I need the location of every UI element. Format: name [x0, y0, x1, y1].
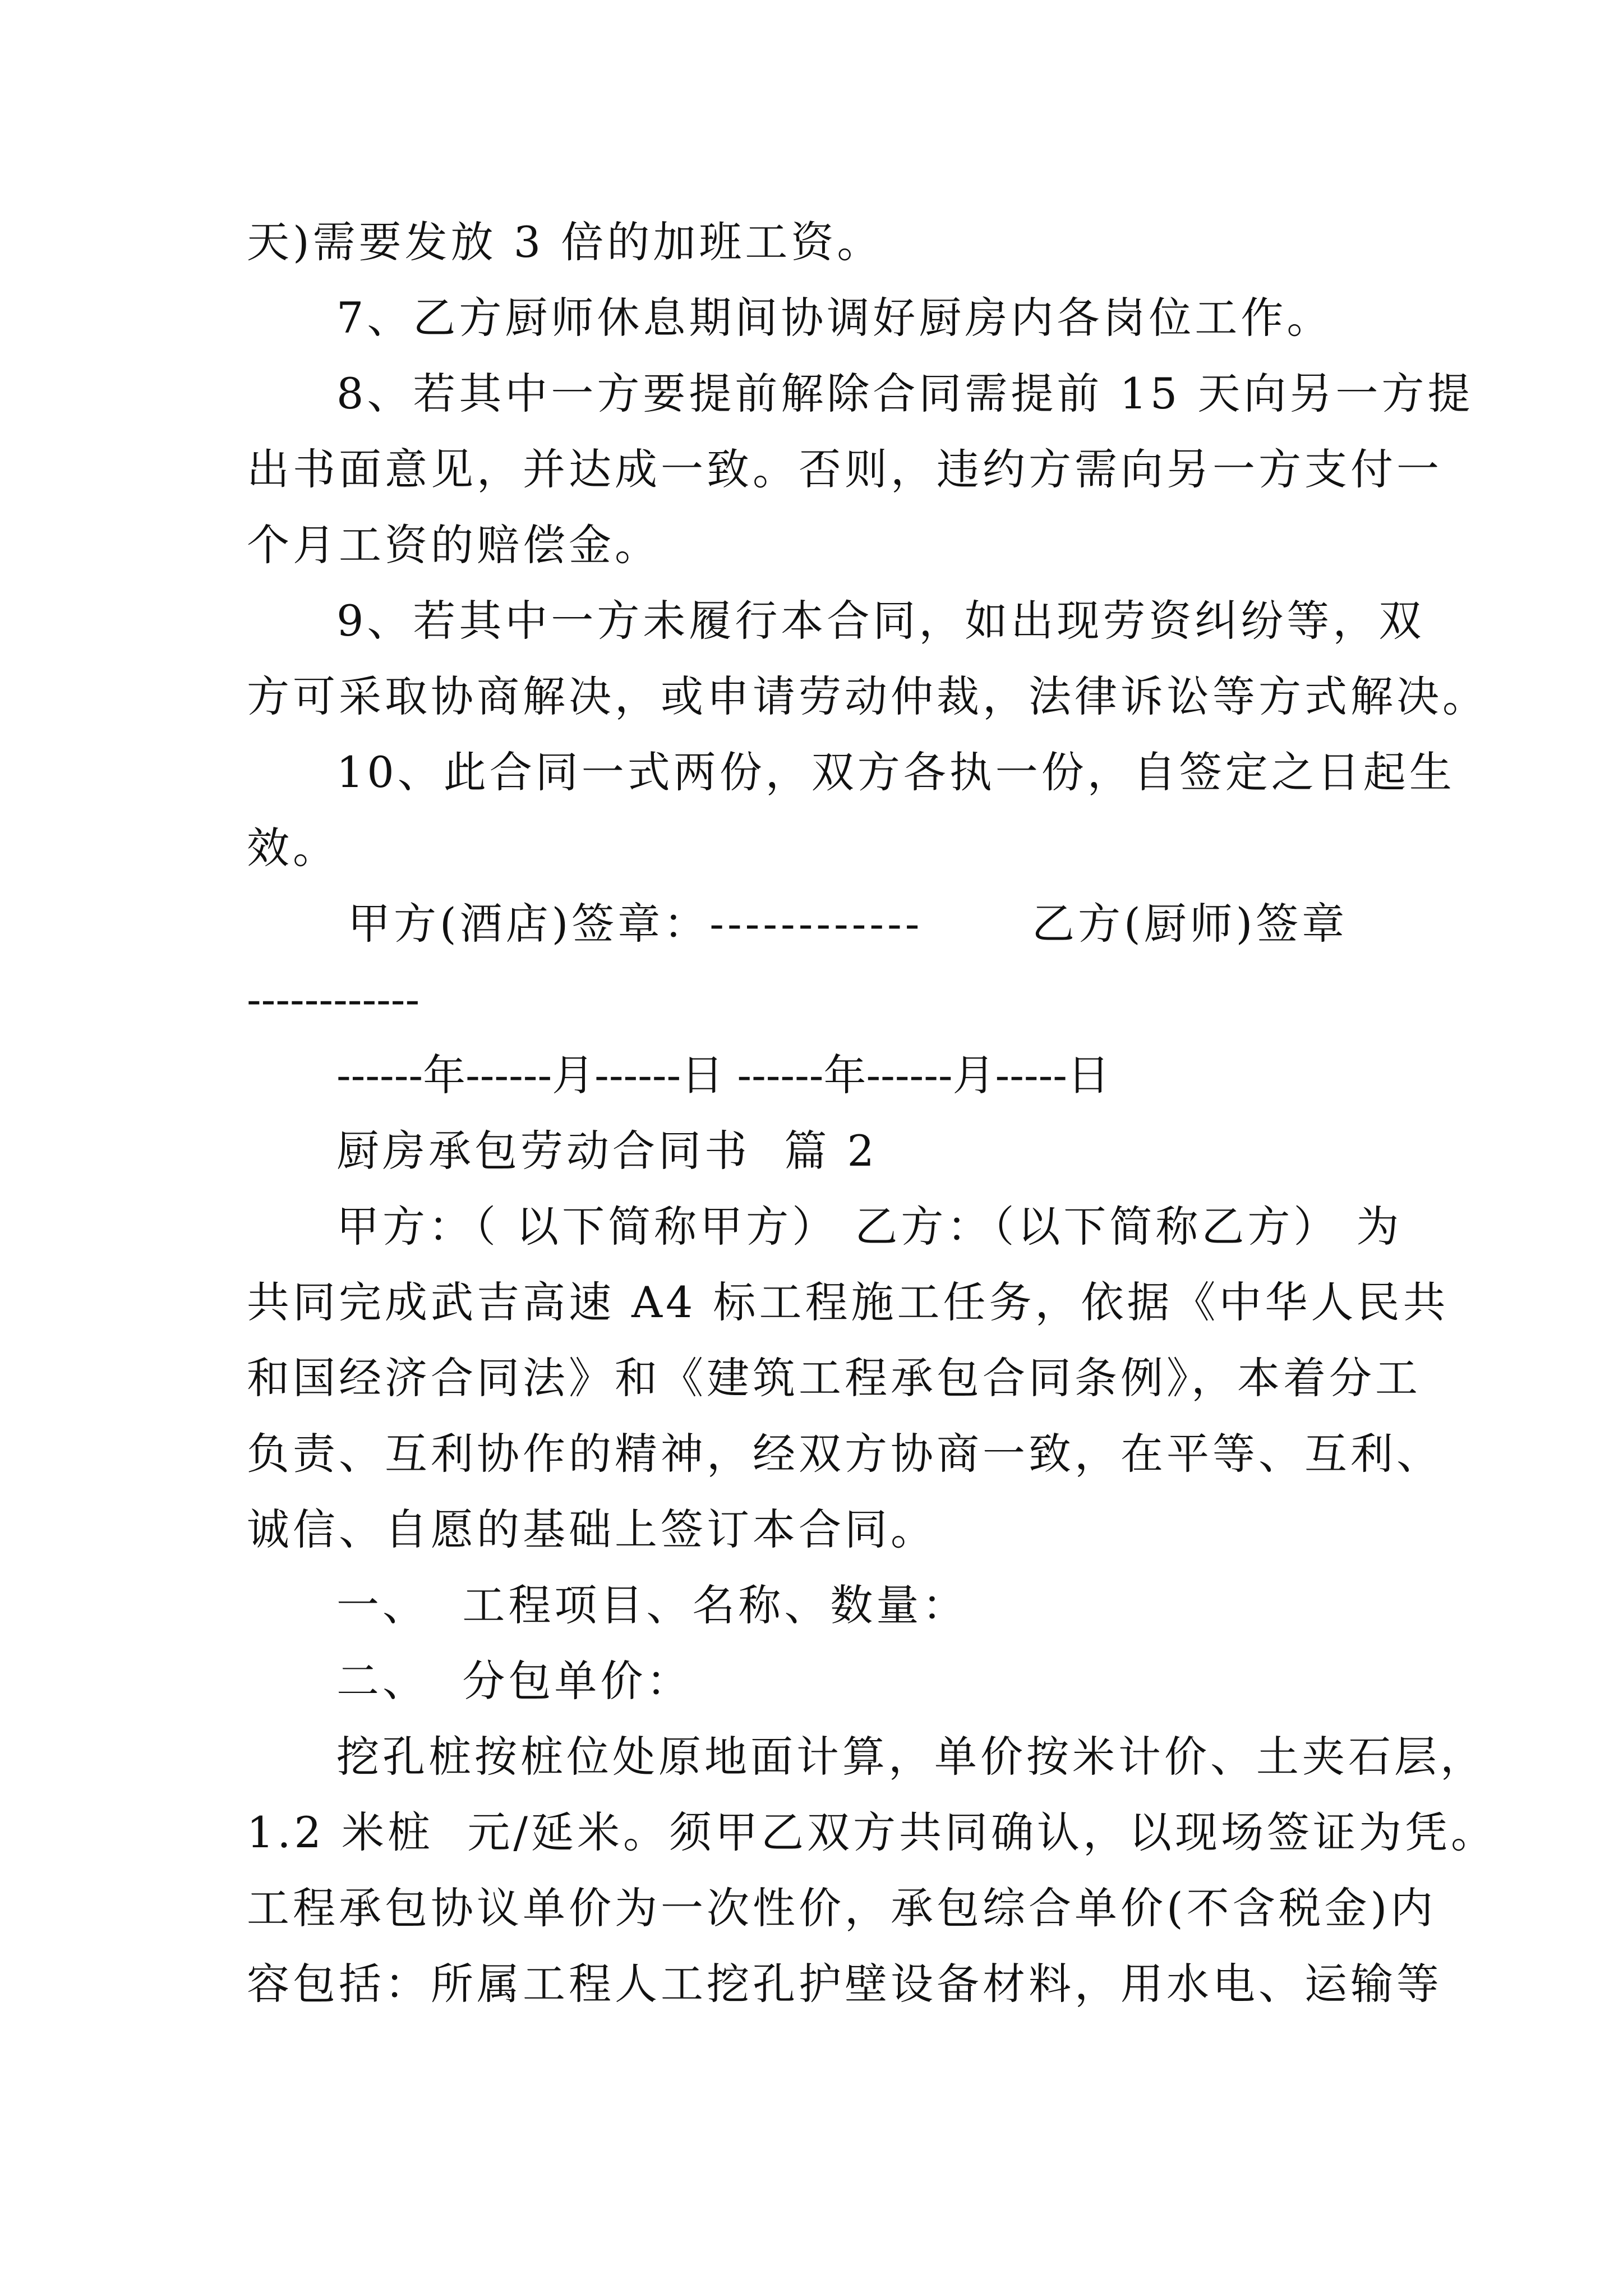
- clause-10: 10、此合同一式两份，双方各执一份，自签定之日起生: [336, 747, 1455, 797]
- clause-7: 7、乙方厨师休息期间协调好厨房内各岗位工作。: [336, 293, 1333, 343]
- paragraph-line: 1.2 米桩 元/延米。须甲乙双方共同确认，以现场签证为凭。: [247, 1807, 1497, 1857]
- paragraph-line: 共同完成武吉高速 A4 标工程施工任务，依据《中华人民共: [247, 1277, 1449, 1327]
- heading-unit-price: 二、 分包单价：: [336, 1656, 693, 1706]
- party-a-signature: 甲方(酒店)签章：------------: [348, 899, 923, 949]
- clause-9: 9、若其中一方未履行本合同，如出现劳资纠纷等，双: [336, 596, 1425, 646]
- party-b-signature: 乙方(厨师)签章: [1032, 899, 1348, 949]
- clause-8: 8、若其中一方要提前解除合同需提前 15 天向另一方提: [336, 369, 1474, 418]
- paragraph-line: 容包括：所属工程人工挖孔护壁设备材料，用水电、运输等: [247, 1959, 1442, 2009]
- paragraph-line: 个月工资的赔偿金。: [247, 520, 661, 570]
- paragraph-line: 方可采取协商解决，或申请劳动仲裁，法律诉讼等方式解决。: [247, 671, 1488, 721]
- signature-blank: ------------: [247, 974, 420, 1024]
- paragraph-line: 工程承包协议单价为一次性价，承包综合单价(不含税金)内: [247, 1883, 1437, 1933]
- section-title: 厨房承包劳动合同书 篇 2: [336, 1126, 878, 1176]
- paragraph-line: 诚信、自愿的基础上签订本合同。: [247, 1504, 937, 1554]
- paragraph-line: 出书面意见，并达成一致。否则，违约方需向另一方支付一: [247, 444, 1442, 494]
- paragraph-line: 负责、互利协作的精神，经双方协商一致，在平等、互利、: [247, 1429, 1442, 1479]
- paragraph-line: 和国经济合同法》和《建筑工程承包合同条例》，本着分工: [247, 1353, 1421, 1403]
- paragraph-line: 效。: [247, 823, 339, 873]
- parties-intro: 甲方：（ 以下简称甲方） 乙方：（以下简称乙方） 为: [336, 1202, 1403, 1251]
- paragraph-line: 挖孔桩按桩位处原地面计算，单价按米计价、土夹石层，: [336, 1732, 1486, 1782]
- paragraph-line: 天)需要发放 3 倍的加班工资。: [247, 217, 883, 267]
- signature-dates: ------年------月------日 ------年------月-----日: [336, 1050, 1110, 1100]
- heading-project: 一、 工程项目、名称、数量：: [336, 1580, 969, 1630]
